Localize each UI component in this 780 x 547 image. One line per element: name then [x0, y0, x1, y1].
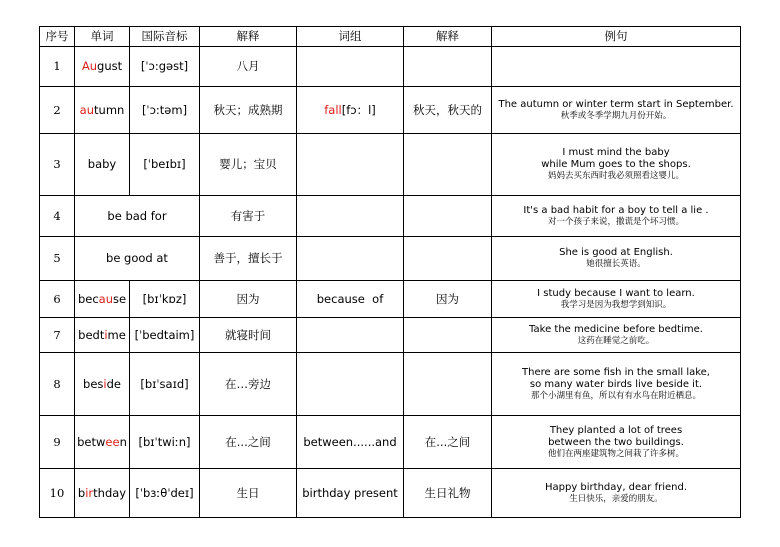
example-english-line: They planted a lot of trees: [549, 424, 683, 436]
table-row: [40, 353, 741, 416]
example-chinese-line: 那个小湖里有鱼，所以有有水鸟在附近栖息。: [530, 390, 701, 401]
example-chinese-line: 妈妈去买东西时我必须照看这婴儿。: [547, 171, 684, 181]
word-cell: [75, 47, 130, 87]
example-english-line: The autumn or winter term start in September.: [498, 98, 734, 110]
example-english-line: while Mum goes to the shops.: [541, 159, 691, 170]
phonetic-cell: [ˈbeɪbɪ]: [130, 134, 200, 196]
table-row: [40, 318, 741, 353]
phonetic-cell: [ˈɔ:gəst]: [130, 47, 200, 87]
phrase-cell: [297, 196, 404, 237]
word-segment: au: [98, 291, 113, 306]
word-segment: be good at: [106, 251, 168, 265]
example-english-line: She is good at English.: [559, 247, 673, 258]
example-english-line: I must mind the baby: [562, 147, 670, 158]
phrase-meaning-cell: 因为: [404, 281, 492, 318]
phonetic-cell: [ˈɔ:təm]: [130, 87, 200, 134]
word-segment: au: [79, 102, 95, 117]
word-segment: b: [77, 485, 86, 500]
meaning-cell: 生日: [200, 469, 297, 518]
table-row: [40, 237, 741, 281]
phrase-meaning-cell: [404, 134, 492, 196]
table-row: [40, 469, 741, 518]
phrase-segment: fall: [324, 102, 342, 117]
meaning-cell: 秋天；成熟期: [200, 87, 297, 134]
phrase-meaning-cell: [404, 47, 492, 87]
word-segment: ee: [105, 434, 120, 449]
row-number: 10: [40, 469, 75, 518]
word-segment: n: [119, 434, 127, 449]
example-english-line: Take the medicine before bedtime.: [529, 323, 703, 335]
word-segment: me: [107, 327, 126, 342]
example-english-line: so many water birds live beside it.: [529, 378, 703, 390]
word-segment: be bad for: [107, 208, 167, 223]
example-cell: [492, 469, 741, 518]
meaning-cell: 婴儿；宝贝: [200, 134, 297, 196]
table-row: [40, 47, 741, 87]
example-chinese-line: 这药在睡觉之前吃。: [577, 335, 655, 346]
word-cell: [75, 469, 130, 518]
word-segment: thday: [93, 485, 127, 500]
meaning-cell: 善于，擅长于: [200, 237, 297, 281]
word-cell: [75, 87, 130, 134]
word-segment: baby: [87, 157, 117, 171]
example-english-line: between the two buildings.: [548, 436, 684, 448]
example-cell: [492, 47, 741, 87]
example-english-line: There are some fish in the small lake,: [522, 366, 710, 378]
word-segment: bedt: [78, 327, 105, 342]
phrase-meaning-cell: [404, 353, 492, 416]
table-body: [40, 47, 741, 518]
row-number: 5: [40, 237, 75, 281]
example-cell: [492, 281, 741, 318]
phrase-cell: [297, 353, 404, 416]
phrase-meaning-cell: [404, 237, 492, 281]
example-cell: [492, 237, 741, 281]
word-segment: betw: [77, 434, 106, 449]
word-cell: [75, 196, 200, 237]
header-number: 序号: [40, 27, 75, 47]
example-chinese-line: 对一个孩子来说，撒谎是个坏习惯。: [547, 216, 684, 227]
row-number: 2: [40, 87, 75, 134]
example-cell: [492, 318, 741, 353]
phrase-meaning-cell: [404, 318, 492, 353]
phrase-segment: birthday present: [302, 485, 398, 500]
meaning-cell: 因为: [200, 281, 297, 318]
example-cell: [492, 134, 741, 196]
word-segment: i: [104, 327, 108, 342]
header-phrase-meaning: 解释: [404, 27, 492, 47]
phrase-cell: [297, 237, 404, 281]
example-cell: [492, 196, 741, 237]
word-segment: bec: [77, 291, 99, 306]
phonetic-cell: [bɪˈkɒz]: [130, 281, 200, 318]
row-number: 1: [40, 47, 75, 87]
phrase-cell: [297, 281, 404, 318]
word-segment: bes: [83, 376, 104, 391]
meaning-cell: 在…旁边: [200, 353, 297, 416]
table-row: [40, 416, 741, 469]
header-row: [40, 27, 741, 47]
row-number: 8: [40, 353, 75, 416]
word-segment: Au: [81, 59, 98, 73]
word-cell: [75, 134, 130, 196]
phonetic-cell: [ˈbedtaim]: [130, 318, 200, 353]
table-row: [40, 196, 741, 237]
row-number: 3: [40, 134, 75, 196]
phrase-cell: [297, 318, 404, 353]
table-row: [40, 281, 741, 318]
header-phonetic: 国际音标: [130, 27, 200, 47]
meaning-cell: 就寝时间: [200, 318, 297, 353]
word-cell: [75, 318, 130, 353]
word-cell: [75, 416, 130, 469]
meaning-cell: 八月: [200, 47, 297, 87]
example-english-line: It's a bad habit for a boy to tell a lie .: [523, 204, 709, 216]
row-number: 7: [40, 318, 75, 353]
phrase-segment: between......and: [303, 434, 397, 449]
example-english-line: Happy birthday, dear friend.: [544, 481, 688, 493]
phrase-cell: [297, 47, 404, 87]
example-chinese-line: 生日快乐，亲爱的朋友。: [569, 493, 663, 504]
phrase-segment: because of: [316, 291, 384, 306]
word-cell: [75, 353, 130, 416]
header-word: 单词: [75, 27, 130, 47]
meaning-cell: 在...之间: [200, 416, 297, 469]
phrase-cell: [297, 469, 404, 518]
phrase-meaning-cell: 秋天，秋天的: [404, 87, 492, 134]
word-segment: gust: [97, 59, 123, 73]
word-cell: [75, 281, 130, 318]
header-example: 例句: [492, 27, 741, 47]
phrase-meaning-cell: [404, 196, 492, 237]
table-row: [40, 87, 741, 134]
word-cell: [75, 237, 200, 281]
example-cell: [492, 87, 741, 134]
phonetic-cell: [bɪˈtwiːn]: [130, 416, 200, 469]
word-segment: de: [106, 376, 121, 391]
row-number: 9: [40, 416, 75, 469]
word-segment: tumn: [94, 102, 125, 117]
example-chinese-line: 她很擅长英语。: [586, 259, 646, 269]
example-chinese-line: 他们在两座建筑物之间栽了许多树。: [547, 448, 684, 459]
phrase-cell: [297, 87, 404, 134]
table-row: [40, 134, 741, 196]
example-english-line: I study because I want to learn.: [537, 287, 695, 299]
phrase-segment: [fɔ：l]: [341, 102, 376, 117]
example-chinese-line: 我学习是因为我想学到知识。: [560, 299, 672, 310]
vocabulary-table: [39, 26, 741, 518]
header-phrase: 词组: [297, 27, 404, 47]
phrase-cell: [297, 416, 404, 469]
example-cell: [492, 416, 741, 469]
row-number: 6: [40, 281, 75, 318]
header-meaning: 解释: [200, 27, 297, 47]
word-segment: ir: [85, 485, 94, 500]
word-segment: se: [112, 291, 127, 306]
phrase-cell: [297, 134, 404, 196]
phrase-meaning-cell: 在...之间: [404, 416, 492, 469]
word-segment: i: [103, 376, 107, 391]
row-number: 4: [40, 196, 75, 237]
meaning-cell: 有害于: [200, 196, 297, 237]
phonetic-cell: [ˈbɜːθˈdeɪ]: [130, 469, 200, 518]
phrase-meaning-cell: 生日礼物: [404, 469, 492, 518]
phonetic-cell: [bɪˈsaɪd]: [130, 353, 200, 416]
example-cell: [492, 353, 741, 416]
example-chinese-line: 秋季或冬季学期九月份开始。: [560, 110, 672, 121]
